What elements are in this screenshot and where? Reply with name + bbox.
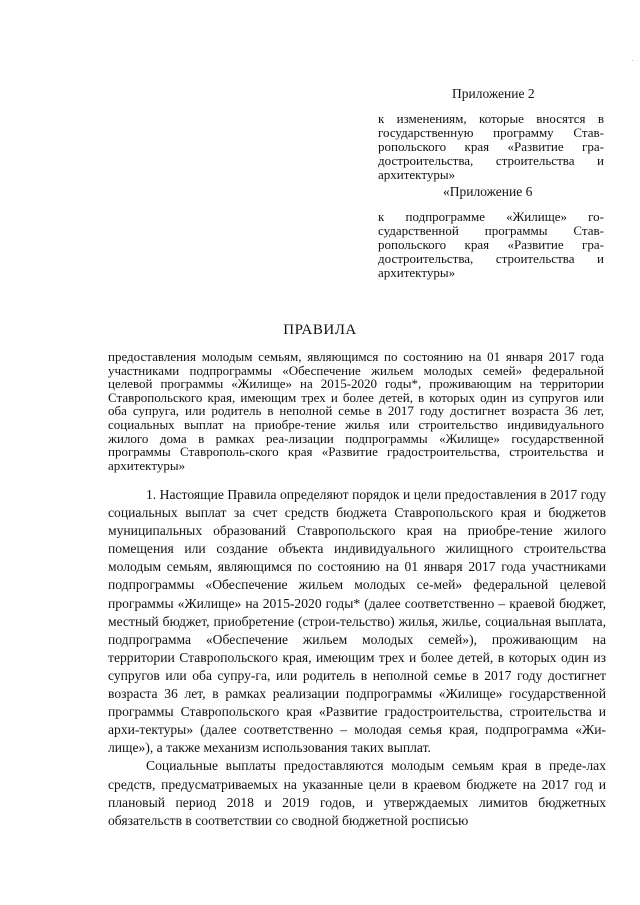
appendix-6-title: «Приложение 6 (443, 184, 533, 199)
document-title: ПРАВИЛА (283, 322, 357, 338)
paragraph-1: 1. Настоящие Правила определяют порядок и цели предоставления в 2017 году социальных выплат за счет средств бюджета Ставропольского края и бюджетов муниципальных образований Ставропольского края на приобре-тение жилого помещения или создание объекта индивидуального жилищного строительства молодым семьям, являющимся по состоянию на 01 января 2017 года участниками подпрограммы «Обеспечение жильем молодых се-мей» федеральной целевой программы «Жилище» на 2015-2020 годы* (далее соответственно – краевой бюджет, местный бюджет, приобретение (строи-тельство) жилья, жилье, социальная выплата, подпрограмма «Обеспечение жильем молодых семей»), проживающим на территории Ставропольского края, имеющим трех и более детей, в которых один из супругов или оба супру-га, или родитель в неполной семье в 2017 году достигнет возраста 36 лет, в рамках реализации подпрограммы «Жилище» государственной программы Ставропольского края «Развитие градостроительства, строительства и архи-тектуры» (далее соответственно – молодая семья края, подпрограмма «Жи-лище»), а также механизм использования таких выплат. (108, 487, 606, 756)
scan-artifact (632, 60, 633, 61)
document-subtitle: предоставления молодым семьям, являющимся по состоянию на 01 января 2017 года участниками подпрограммы «Обеспечение жильем молодых семей» федеральной целевой программы «Жилище» на 2015-2020 годы*, проживающим на территории Ставропольского края, имеющим трех и более детей, в которых один из супругов или оба супруга, или родитель в неполной семье в 2017 году достигнет возраста 36 лет, социальных выплат на приобре-тение жилья или строительство индивидуального жилого дома в рамках реа-лизации подпрограммы «Жилище» государственной программы Ставрополь-ского края «Развитие градостроительства, строительства и архитектуры» (108, 349, 604, 473)
appendix-2-title: Приложение 2 (452, 86, 535, 101)
document-body (108, 486, 606, 830)
appendix-2-text: к изменениям, которые вносятся в государственную программу Став-ропольского края «Развитие гра-достроительства, строительства и архитектуры» (378, 111, 604, 183)
appendix-6-text: к подпрограмме «Жилище» го-сударственной программы Став-ропольского края «Развитие гра-достроительства, строительства и архитектуры» (378, 209, 604, 281)
paragraph-2: Социальные выплаты предоставляются молодым семьям края в преде-лах средств, предусматриваемых на указанные цели в краевом бюджете на 2017 год и плановый период 2018 и 2019 годов, и утверждаемых лимитов бюджетных обязательств в соответствии со сводной бюджетной росписью (108, 758, 606, 828)
